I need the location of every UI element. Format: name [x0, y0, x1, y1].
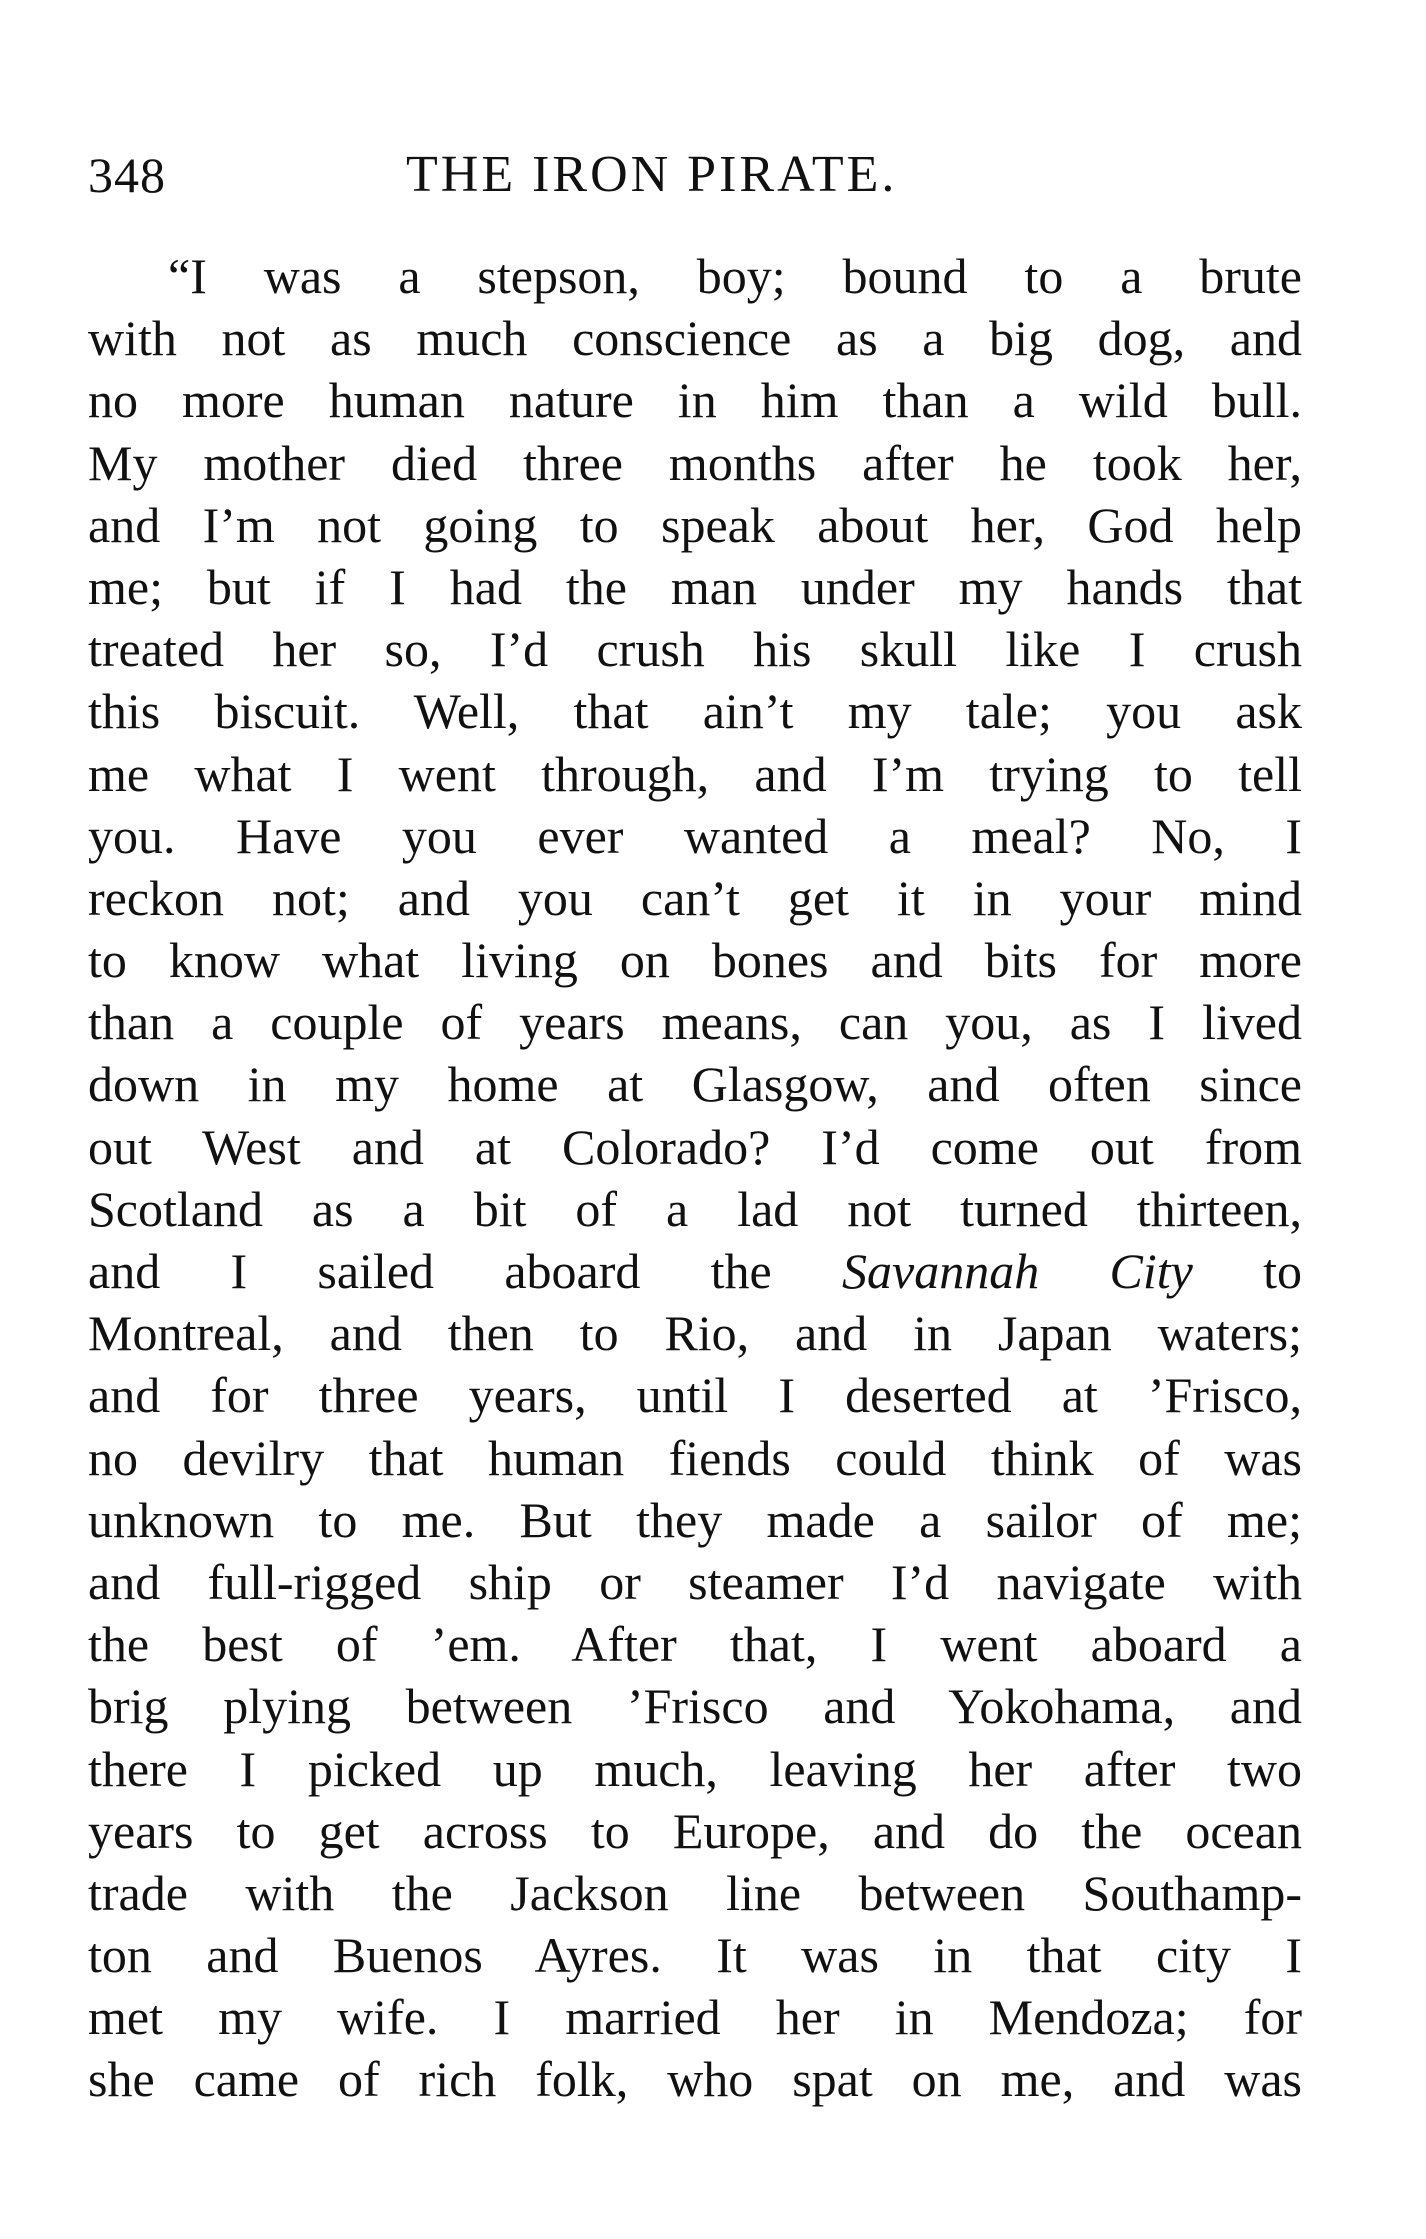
- text-line: My mother died three months after he took her,: [88, 434, 1302, 491]
- text-line: “I was a stepson, boy; bound to a brute: [168, 248, 1302, 304]
- text-segment: and I sailed aboard the: [88, 1243, 772, 1299]
- text-line: and I’m not going to speak about her, God help: [88, 496, 1302, 553]
- ship-name: Savannah City: [842, 1243, 1193, 1299]
- text-line: reckon not; and you can’t get it in your mind: [88, 869, 1302, 926]
- text-line: met my wife. I married her in Mendoza; for: [88, 1989, 1302, 2046]
- text-line: years to get across to Europe, and do the ocean: [88, 1802, 1302, 1859]
- running-title: THE IRON PIRATE.: [406, 146, 898, 203]
- text-line: me what I went through, and I’m trying to tell: [88, 745, 1302, 802]
- text-line: this biscuit. Well, that ain’t my tale; you ask: [88, 683, 1302, 740]
- text-line: unknown to me. But they made a sailor of me;: [88, 1491, 1302, 1548]
- text-line: the best of ’em. After that, I went aboard a: [88, 1616, 1302, 1673]
- text-line: she came of rich folk, who spat on me, and was: [88, 2051, 1302, 2108]
- text-line: than a couple of years means, can you, as I lived: [88, 994, 1302, 1051]
- text-line: to know what living on bones and bits for more: [88, 932, 1302, 989]
- text-line: with not as much conscience as a big dog, and: [88, 310, 1302, 367]
- text-line: down in my home at Glasgow, and often since: [88, 1056, 1302, 1113]
- text-line-with-ship-name: [88, 1240, 1302, 1302]
- text-line: me; but if I had the man under my hands that: [88, 558, 1302, 615]
- text-line: brig plying between ’Frisco and Yokohama, and: [88, 1678, 1302, 1735]
- text-line: Scotland as a bit of a lad not turned thirteen,: [88, 1180, 1302, 1237]
- text-line: no more human nature in him than a wild bull.: [88, 372, 1302, 429]
- text-segment: to: [1263, 1243, 1302, 1299]
- text-line: there I picked up much, leaving her after two: [88, 1740, 1302, 1797]
- text-line: out West and at Colorado? I’d come out from: [88, 1118, 1302, 1175]
- text-line: and full-rigged ship or steamer I’d navigate with: [88, 1553, 1302, 1610]
- text-line: and for three years, until I deserted at ’Frisco,: [88, 1367, 1302, 1424]
- text-line: ton and Buenos Ayres. It was in that city I: [88, 1927, 1302, 1984]
- page-number: 348: [88, 147, 166, 203]
- text-line: trade with the Jackson line between Southamp-: [88, 1864, 1302, 1921]
- text-line: you. Have you ever wanted a meal? No, I: [88, 807, 1302, 864]
- text-line: treated her so, I’d crush his skull like I crush: [88, 621, 1302, 678]
- page-header: [88, 140, 1302, 210]
- text-line: no devilry that human fiends could think of was: [88, 1429, 1302, 1486]
- text-line: Montreal, and then to Rio, and in Japan waters;: [88, 1305, 1302, 1362]
- body-text: [88, 245, 1302, 2111]
